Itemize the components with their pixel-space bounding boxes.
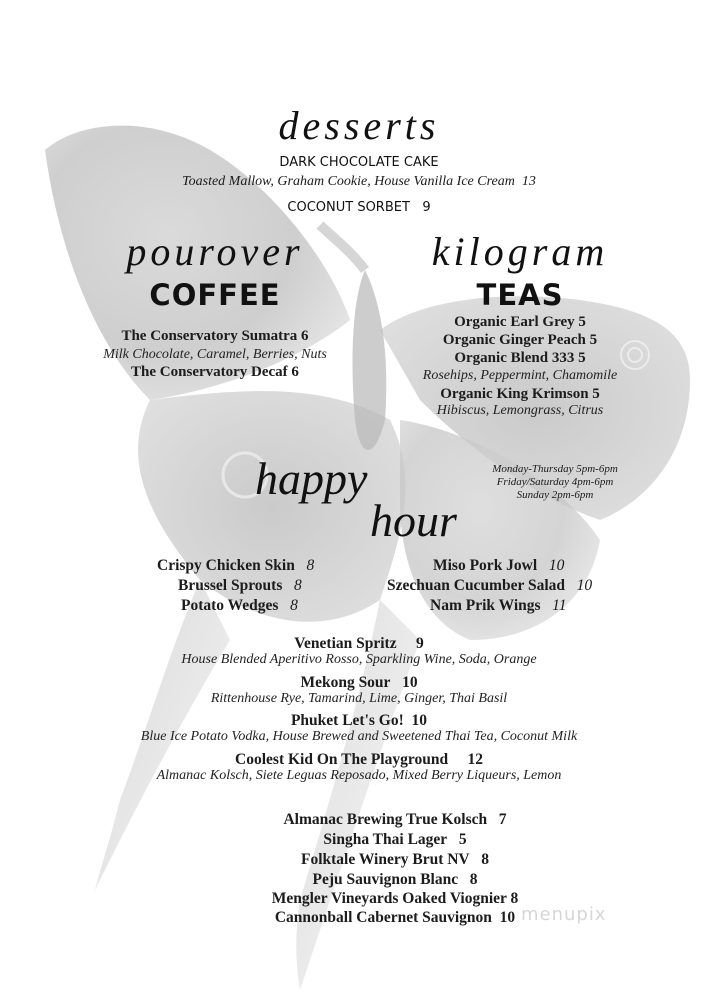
beer-wine-price: 5: [458, 831, 467, 848]
food-item: [157, 557, 314, 575]
food-price: 8: [306, 557, 315, 574]
schedule-line: Monday-Thursday 5pm-6pm: [492, 463, 618, 475]
food-name: Crispy Chicken Skin: [157, 557, 295, 574]
dessert-item-name: COCONUT SORBET: [287, 200, 410, 215]
beer-wine-item: [0, 871, 718, 889]
beer-wine-name: Almanac Brewing True Kolsch: [283, 811, 488, 828]
beer-wine-price: 8: [510, 890, 519, 907]
cocktail-name-text: Coolest Kid On The Playground: [235, 751, 449, 768]
food-item: [181, 597, 298, 615]
beer-wine-item: [0, 890, 718, 908]
cocktail-description: House Blended Aperitivo Rosso, Sparkling Wine, Soda, Orange: [181, 652, 537, 667]
tea-item-description: Hibiscus, Lemongrass, Citrus: [436, 403, 604, 418]
dessert-price: 13: [521, 174, 536, 189]
food-price: 11: [552, 597, 567, 614]
food-name: Szechuan Cucumber Salad: [387, 577, 565, 594]
beer-wine-price: 8: [469, 871, 478, 888]
schedule-line: Sunday 2pm-6pm: [516, 489, 594, 501]
food-price: 8: [294, 577, 302, 594]
cocktail-description: Blue Ice Potato Vodka, House Brewed and Sweetened Thai Tea, Coconut Milk: [140, 729, 578, 744]
coffee-title: COFFEE: [149, 278, 281, 312]
food-price: 10: [548, 557, 565, 574]
teas-script-title: kilogram: [431, 229, 609, 274]
cocktail-name-text: Venetian Spritz: [294, 635, 397, 652]
beer-wine-name: Cannonball Cabernet Sauvignon: [274, 909, 492, 926]
cocktail-description: Rittenhouse Rye, Tamarind, Lime, Ginger, Thai Basil: [210, 691, 508, 706]
food-item: [433, 557, 564, 575]
food-item: [178, 577, 302, 595]
tea-item: Organic Ginger Peach 5: [442, 332, 598, 348]
food-item: [430, 597, 567, 615]
cocktail-name-text: Mekong Sour: [300, 674, 391, 691]
beer-wine-item: [0, 909, 718, 927]
happy-hour-title-hour: hour: [370, 495, 457, 546]
happy-hour-schedule: [470, 463, 640, 502]
beer-wine-item: [0, 811, 718, 829]
cocktail-price: 9: [415, 635, 424, 652]
cocktail-price: 10: [402, 674, 418, 691]
tea-item: Organic King Krimson 5: [440, 386, 600, 402]
food-name: Miso Pork Jowl: [433, 557, 538, 574]
watermark: menupix: [521, 904, 607, 925]
happy-hour-title-happy: happy: [255, 453, 368, 504]
beer-wine-name: Singha Thai Lager: [323, 831, 448, 848]
beer-wine-price: 10: [499, 909, 516, 926]
coffee-item: The Conservatory Decaf 6: [131, 364, 299, 380]
cocktail-description: Almanac Kolsch, Siete Leguas Reposado, Mixed Berry Liqueurs, Lemon: [156, 768, 562, 783]
beer-wine-price: 7: [498, 811, 507, 828]
cocktail-name: [0, 635, 718, 653]
beer-wine-price: 8: [481, 851, 489, 868]
coffee-item: The Conservatory Sumatra 6: [121, 328, 309, 344]
coffee-script-title: pourover: [126, 229, 304, 274]
beer-wine-name: Mengler Vineyards Oaked Viognier: [271, 890, 507, 907]
food-item: [387, 577, 592, 595]
dessert-item-sorbet: [0, 200, 718, 215]
food-name: Nam Prik Wings: [430, 597, 541, 614]
dessert-item-description: [0, 174, 718, 190]
dessert-item-name: DARK CHOCOLATE CAKE: [279, 155, 439, 170]
tea-item: Organic Blend 333 5: [454, 350, 586, 366]
dessert-description-text: Toasted Mallow, Graham Cookie, House Vanilla Ice Cream: [182, 174, 515, 189]
beer-wine-name: Folktale Winery Brut NV: [300, 851, 470, 868]
food-price: 10: [576, 577, 593, 594]
food-name: Brussel Sprouts: [178, 577, 283, 594]
schedule-line: Friday/Saturday 4pm-6pm: [496, 476, 614, 488]
beer-wine-name: Peju Sauvignon Blanc: [312, 871, 459, 888]
cocktail-name: [0, 674, 718, 692]
teas-title: TEAS: [476, 278, 564, 312]
food-price: 8: [290, 597, 298, 614]
desserts-title: desserts: [278, 103, 440, 148]
coffee-item-description: Milk Chocolate, Caramel, Berries, Nuts: [103, 347, 327, 362]
tea-item: Organic Earl Grey 5: [454, 314, 586, 330]
beer-wine-item: [0, 831, 718, 849]
cocktail-price: 12: [467, 751, 483, 768]
cocktail-name-text: Phuket Let's Go!: [290, 712, 404, 729]
dessert-price: 9: [422, 200, 431, 215]
cocktail-name: [0, 712, 718, 730]
food-name: Potato Wedges: [181, 597, 279, 614]
tea-item-description: Rosehips, Peppermint, Chamomile: [422, 368, 618, 383]
cocktail-name: [0, 751, 718, 769]
beer-wine-item: [0, 851, 718, 869]
cocktail-price: 10: [411, 712, 428, 729]
